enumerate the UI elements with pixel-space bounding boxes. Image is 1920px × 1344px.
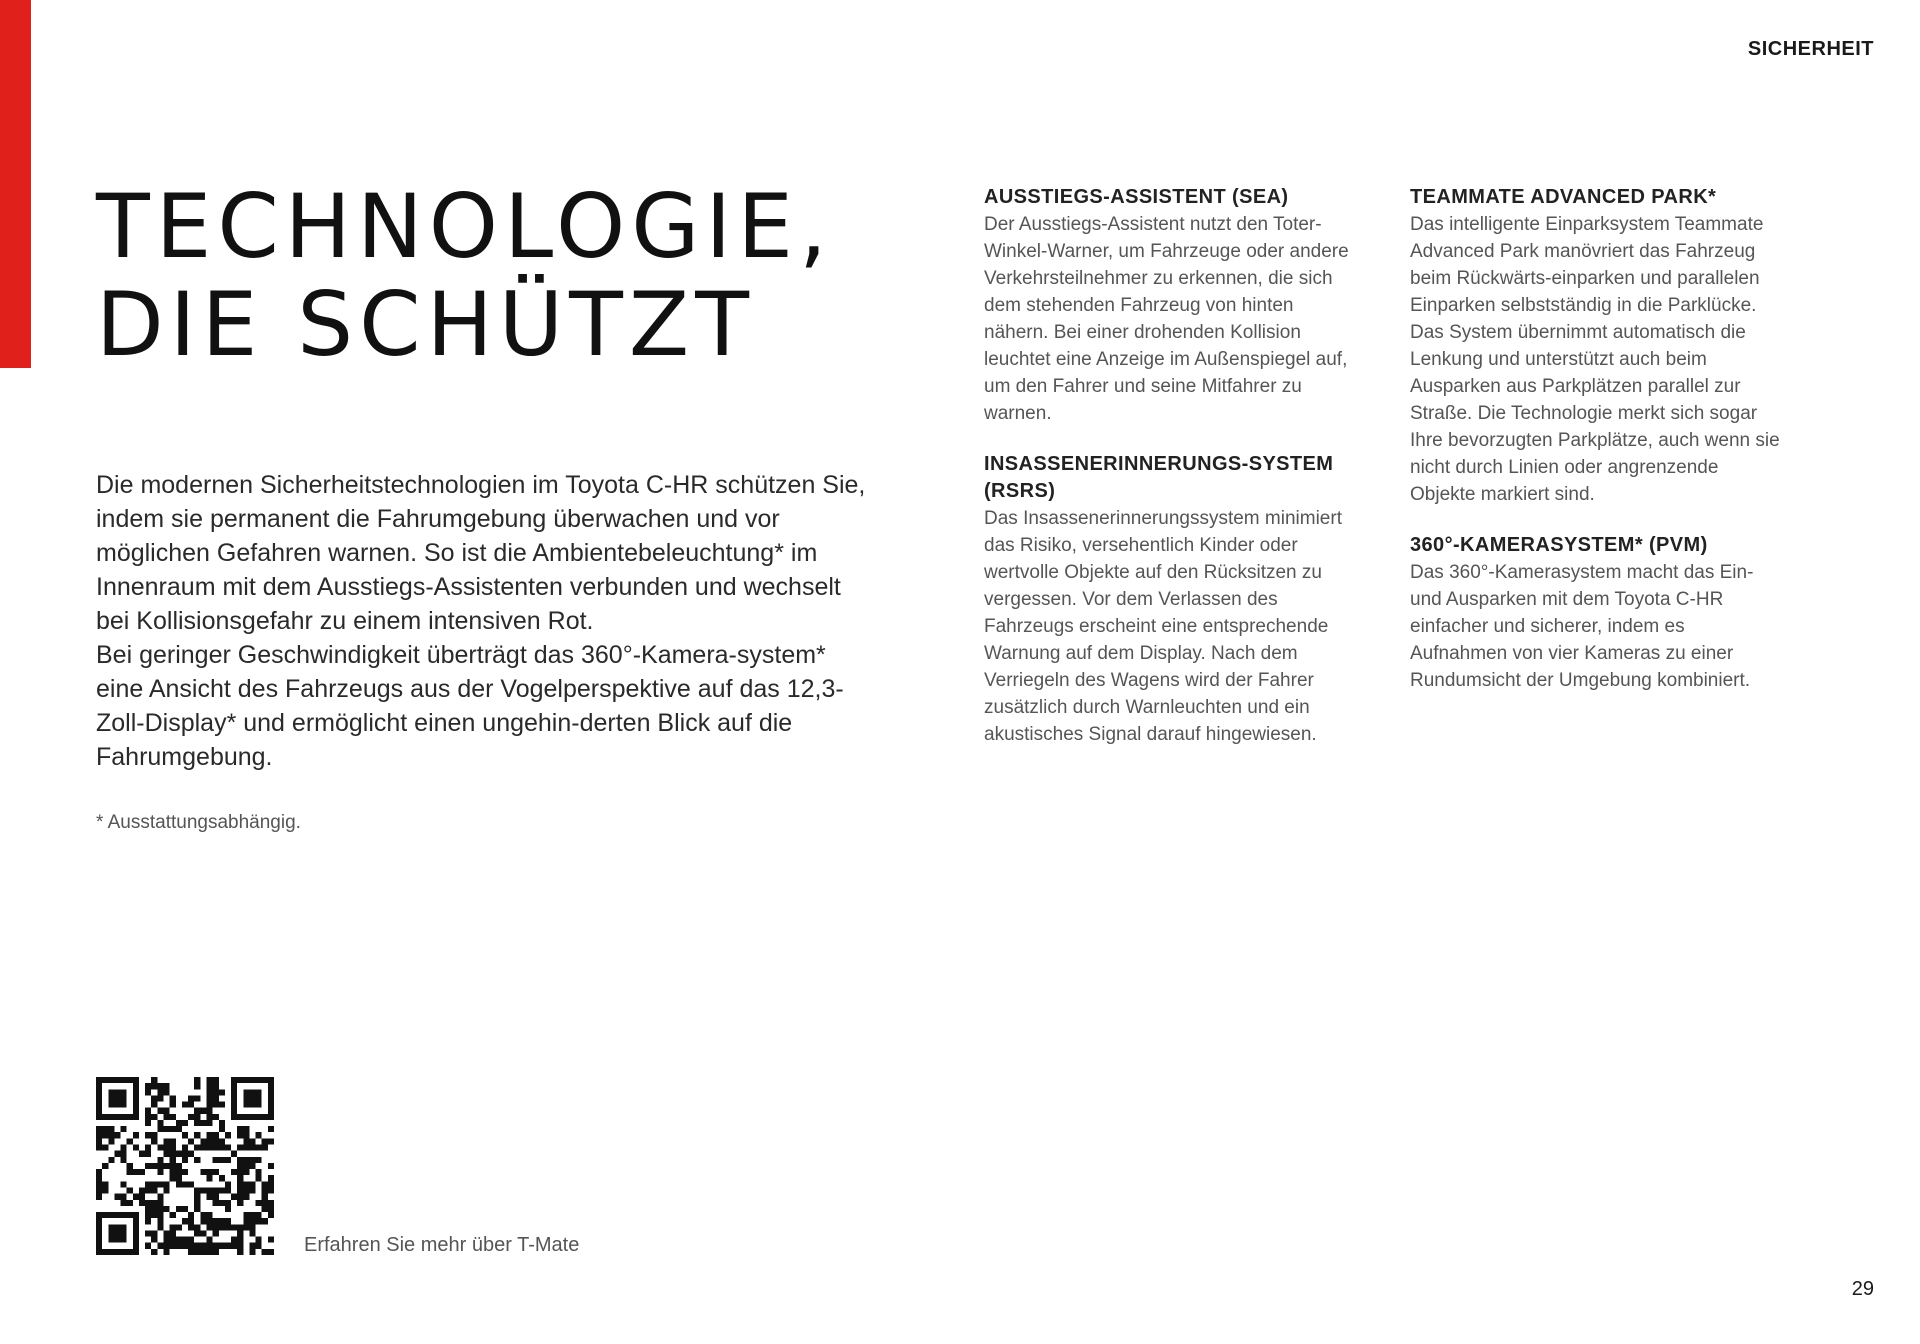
feature-column-right	[1410, 184, 1780, 718]
feature-text: Das intelligente Einparksystem Teammate Advanced Park manövriert das Fahrzeug beim Rückwärts-einparken und parallelen Einparken selbstständig in die Parklücke. Das System übernimmt automatisch die Lenkung und unterstützt auch beim Ausparken aus Parkplätzen parallel zur Straße. Die Technologie merkt sich sogar Ihre bevorzugten Parkplätze, auch wenn sie nicht durch Linien oder angrenzende Objekte markiert sind.	[1410, 214, 1780, 505]
feature-park	[1410, 184, 1780, 508]
feature-title: TEAMMATE ADVANCED PARK*	[1410, 186, 1717, 208]
feature-rsrs	[984, 451, 1354, 748]
feature-pvm	[1410, 532, 1780, 694]
page-title-line-2: DIE SCHÜTZT	[96, 273, 755, 376]
feature-title: INSASSENERINNERUNGS-SYSTEM (RSRS)	[984, 453, 1334, 502]
feature-text: Der Ausstiegs-Assistent nutzt den Toter-Winkel-Warner, um Fahrzeuge oder andere Verkehrsteilnehmer zu erkennen, die sich dem stehenden Fahrzeug von hinten nähern. Bei einer drohenden Kollision leuchtet eine Anzeige im Außenspiegel auf, um den Fahrer und seine Mitfahrer zu warnen.	[984, 214, 1349, 424]
page-title	[96, 175, 833, 376]
feature-text: Das Insassenerinnerungssystem minimiert das Risiko, versehentlich Kinder oder wertvolle Objekte auf den Rücksitzen zu vergessen. Vor dem Verlassen des Fahrzeugs erscheint eine entsprechende Warnung auf dem Display. Nach dem Verriegeln des Wagens wird der Fahrer zusätzlich durch Warnleuchten und ein akustisches Signal darauf hingewiesen.	[984, 508, 1342, 745]
feature-column-left	[984, 184, 1354, 772]
feature-title: 360°-KAMERASYSTEM* (PVM)	[1410, 534, 1708, 556]
footnote: * Ausstattungsabhängig.	[96, 812, 301, 833]
qr-code-icon[interactable]	[96, 1077, 274, 1255]
qr-caption: Erfahren Sie mehr über T-Mate	[304, 1234, 580, 1256]
page-title-line-1: TECHNOLOGIE,	[96, 175, 833, 278]
feature-sea	[984, 184, 1354, 427]
page-number: 29	[1851, 1278, 1874, 1300]
intro-paragraph-1: Die modernen Sicherheitstechnologien im Toyota C-HR schützen Sie, indem sie permanent die Fahrumgebung überwachen und vor möglichen Gefahren warnen. So ist die Ambientebeleuchtung* im Innenraum mit dem Ausstiegs-Assistenten verbunden und wechselt bei Kollisionsgefahr zu einem intensiven Rot.	[96, 471, 866, 635]
feature-text: Das 360°-Kamerasystem macht das Ein- und Ausparken mit dem Toyota C-HR einfacher und sicherer, indem es Aufnahmen von vier Kameras zu einer Rundumsicht der Umgebung kombiniert.	[1410, 562, 1754, 691]
intro-paragraph-2: Bei geringer Geschwindigkeit überträgt das 360°-Kamera-system* eine Ansicht des Fahrzeugs aus der Vogelperspektive auf das 12,3-Zoll-Display* und ermöglicht einen ungehin-derten Blick auf die Fahrumgebung.	[96, 641, 844, 771]
section-label: SICHERHEIT	[1747, 38, 1874, 60]
red-accent-bar	[0, 0, 31, 368]
intro-text	[96, 468, 876, 774]
feature-title: AUSSTIEGS-ASSISTENT (SEA)	[984, 186, 1289, 208]
